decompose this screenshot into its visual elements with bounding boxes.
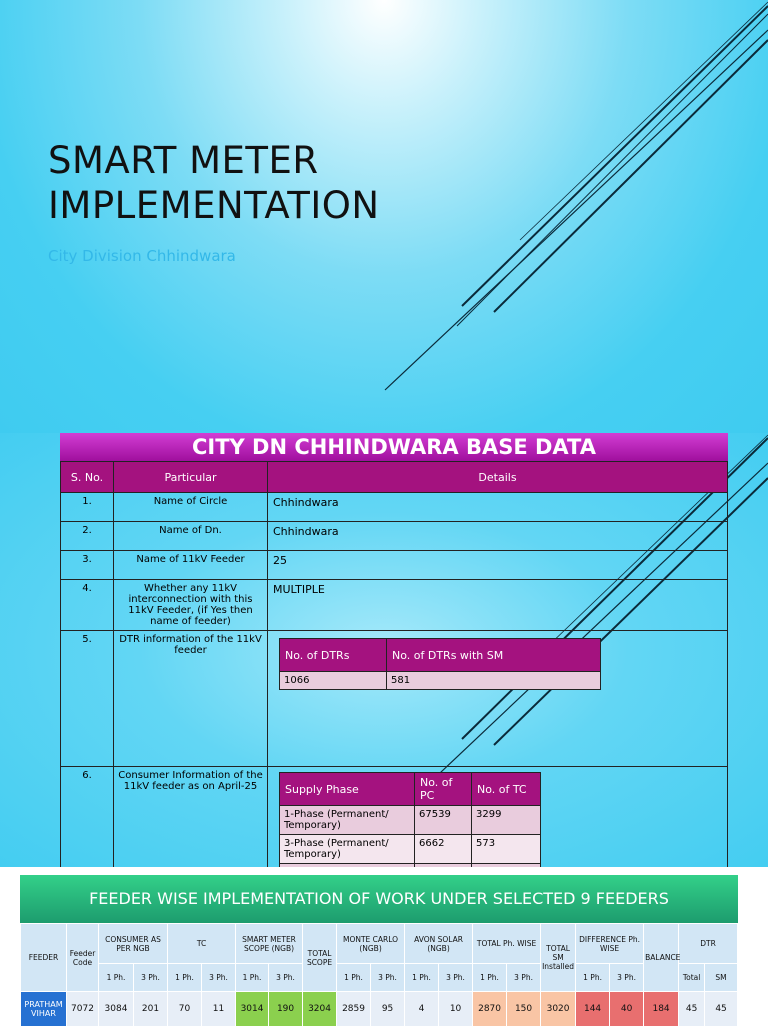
sub-1ph: 1 Ph. bbox=[99, 964, 134, 992]
header-avon-solar: AVON SOLAR (NGB) bbox=[405, 924, 473, 964]
sno-cell: 5. bbox=[61, 631, 114, 767]
sub-dtr-sm: SM bbox=[705, 964, 738, 992]
detail-cell: Chhindwara bbox=[268, 493, 728, 522]
particular-cell: Consumer Information of the 11kV feeder as on April-25 bbox=[114, 767, 268, 886]
slide-subtitle: City Division Chhindwara bbox=[48, 247, 236, 265]
particular-cell: Name of Dn. bbox=[114, 522, 268, 551]
tc-3ph-cell: 11 bbox=[202, 992, 236, 1027]
particular-cell: Name of 11kV Feeder bbox=[114, 551, 268, 580]
total-ph-1ph-cell: 2870 bbox=[473, 992, 507, 1027]
feeder-banner: FEEDER WISE IMPLEMENTATION OF WORK UNDER SELECTED 9 FEEDERS bbox=[20, 875, 738, 923]
particular-cell: Whether any 11kV interconnection with this 11kV Feeder, (if Yes then name of feeder) bbox=[114, 580, 268, 631]
table-header-row bbox=[61, 462, 728, 493]
sub-3ph: 3 Ph. bbox=[134, 964, 168, 992]
sub-1ph: 1 Ph. bbox=[576, 964, 610, 992]
consumer-info-table bbox=[279, 772, 541, 882]
supply-phase-header: Supply Phase bbox=[280, 773, 415, 806]
balance-cell: 184 bbox=[644, 992, 679, 1027]
base-data-table bbox=[60, 461, 728, 886]
sub-dtr-total: Total bbox=[679, 964, 705, 992]
pc-cell: 67539 bbox=[415, 806, 472, 835]
table-row bbox=[61, 631, 728, 767]
feeder-slide bbox=[0, 867, 768, 1024]
diff-1ph-cell: 144 bbox=[576, 992, 610, 1027]
sub-3ph: 3 Ph. bbox=[439, 964, 473, 992]
consumer-3ph-cell: 201 bbox=[134, 992, 168, 1027]
supply-phase-cell: 1-Phase (Permanent/ Temporary) bbox=[280, 806, 415, 835]
sub-3ph: 3 Ph. bbox=[269, 964, 303, 992]
pc-header: No. of PC bbox=[415, 773, 472, 806]
avon-3ph-cell: 10 bbox=[439, 992, 473, 1027]
deco-line bbox=[385, 30, 768, 390]
sub-3ph: 3 Ph. bbox=[371, 964, 405, 992]
dtr-info-table bbox=[279, 638, 601, 690]
header-particular: Particular bbox=[114, 462, 268, 493]
base-data-slide bbox=[0, 433, 768, 867]
feeder-table bbox=[20, 923, 738, 1027]
sno-cell: 4. bbox=[61, 580, 114, 631]
dtr-sm-header: No. of DTRs with SM bbox=[387, 639, 601, 672]
sub-3ph: 3 Ph. bbox=[610, 964, 644, 992]
sub-3ph: 3 Ph. bbox=[202, 964, 236, 992]
feeder-name-cell: PRATHAM VIHAR bbox=[21, 992, 67, 1027]
sno-cell: 6. bbox=[61, 767, 114, 886]
deco-line bbox=[494, 40, 768, 312]
deco-line bbox=[520, 2, 768, 240]
deco-line bbox=[457, 14, 768, 326]
sno-cell: 2. bbox=[61, 522, 114, 551]
dtr-total-cell: 45 bbox=[679, 992, 705, 1027]
table-row bbox=[21, 992, 738, 1027]
header-balance: BALANCE bbox=[644, 924, 679, 992]
header-total-ph: TOTAL Ph. WISE bbox=[473, 924, 541, 964]
header-difference: DIFFERENCE Ph. WISE bbox=[576, 924, 644, 964]
header-smart-scope: SMART METER SCOPE (NGB) bbox=[236, 924, 303, 964]
base-data-banner: CITY DN CHHINDWARA BASE DATA bbox=[60, 433, 728, 461]
table-row bbox=[61, 493, 728, 522]
feeder-header-row bbox=[21, 924, 738, 964]
detail-cell: 25 bbox=[268, 551, 728, 580]
particular-cell: Name of Circle bbox=[114, 493, 268, 522]
sno-cell: 3. bbox=[61, 551, 114, 580]
dtr-sm-cell: 45 bbox=[705, 992, 738, 1027]
tc-1ph-cell: 70 bbox=[168, 992, 202, 1027]
detail-cell bbox=[268, 631, 728, 767]
title-slide bbox=[0, 0, 768, 433]
avon-1ph-cell: 4 bbox=[405, 992, 439, 1027]
header-total-sm: TOTAL SM Installed bbox=[541, 924, 576, 992]
consumer-1ph-cell: 3084 bbox=[99, 992, 134, 1027]
sub-1ph: 1 Ph. bbox=[473, 964, 507, 992]
header-feeder-code: Feeder Code bbox=[67, 924, 99, 992]
monte-1ph-cell: 2859 bbox=[337, 992, 371, 1027]
sno-cell: 1. bbox=[61, 493, 114, 522]
sub-1ph: 1 Ph. bbox=[236, 964, 269, 992]
tc-cell: 573 bbox=[472, 835, 541, 864]
dtr-count-header: No. of DTRs bbox=[280, 639, 387, 672]
title-line-2: IMPLEMENTATION bbox=[48, 184, 380, 227]
tc-cell: 3299 bbox=[472, 806, 541, 835]
supply-phase-cell: 3-Phase (Permanent/ Temporary) bbox=[280, 835, 415, 864]
dtr-sm-value: 581 bbox=[387, 672, 601, 690]
feeder-code-cell: 7072 bbox=[67, 992, 99, 1027]
header-total-scope: TOTAL SCOPE bbox=[303, 924, 337, 992]
particular-cell: DTR information of the 11kV feeder bbox=[114, 631, 268, 767]
total-scope-cell: 3204 bbox=[303, 992, 337, 1027]
header-monte-carlo: MONTE CARLO (NGB) bbox=[337, 924, 405, 964]
header-tc: TC bbox=[168, 924, 236, 964]
diff-3ph-cell: 40 bbox=[610, 992, 644, 1027]
header-sno: S. No. bbox=[61, 462, 114, 493]
smart-3ph-cell: 190 bbox=[269, 992, 303, 1027]
total-sm-cell: 3020 bbox=[541, 992, 576, 1027]
tc-header: No. of TC bbox=[472, 773, 541, 806]
header-dtr: DTR bbox=[679, 924, 738, 964]
detail-cell: Chhindwara bbox=[268, 522, 728, 551]
monte-3ph-cell: 95 bbox=[371, 992, 405, 1027]
sub-1ph: 1 Ph. bbox=[168, 964, 202, 992]
title-line-1: SMART METER bbox=[48, 139, 319, 182]
pc-cell: 6662 bbox=[415, 835, 472, 864]
sub-1ph: 1 Ph. bbox=[337, 964, 371, 992]
table-row bbox=[61, 551, 728, 580]
detail-cell: MULTIPLE bbox=[268, 580, 728, 631]
header-feeder: FEEDER bbox=[21, 924, 67, 992]
smart-1ph-cell: 3014 bbox=[236, 992, 269, 1027]
total-ph-3ph-cell: 150 bbox=[507, 992, 541, 1027]
slide-title bbox=[48, 138, 380, 228]
dtr-count-value: 1066 bbox=[280, 672, 387, 690]
feeder-subheader-row bbox=[21, 964, 738, 992]
header-consumer: CONSUMER AS PER NGB bbox=[99, 924, 168, 964]
header-details: Details bbox=[268, 462, 728, 493]
sub-1ph: 1 Ph. bbox=[405, 964, 439, 992]
table-row bbox=[61, 580, 728, 631]
table-row bbox=[61, 522, 728, 551]
deco-line bbox=[462, 6, 768, 306]
sub-3ph: 3 Ph. bbox=[507, 964, 541, 992]
